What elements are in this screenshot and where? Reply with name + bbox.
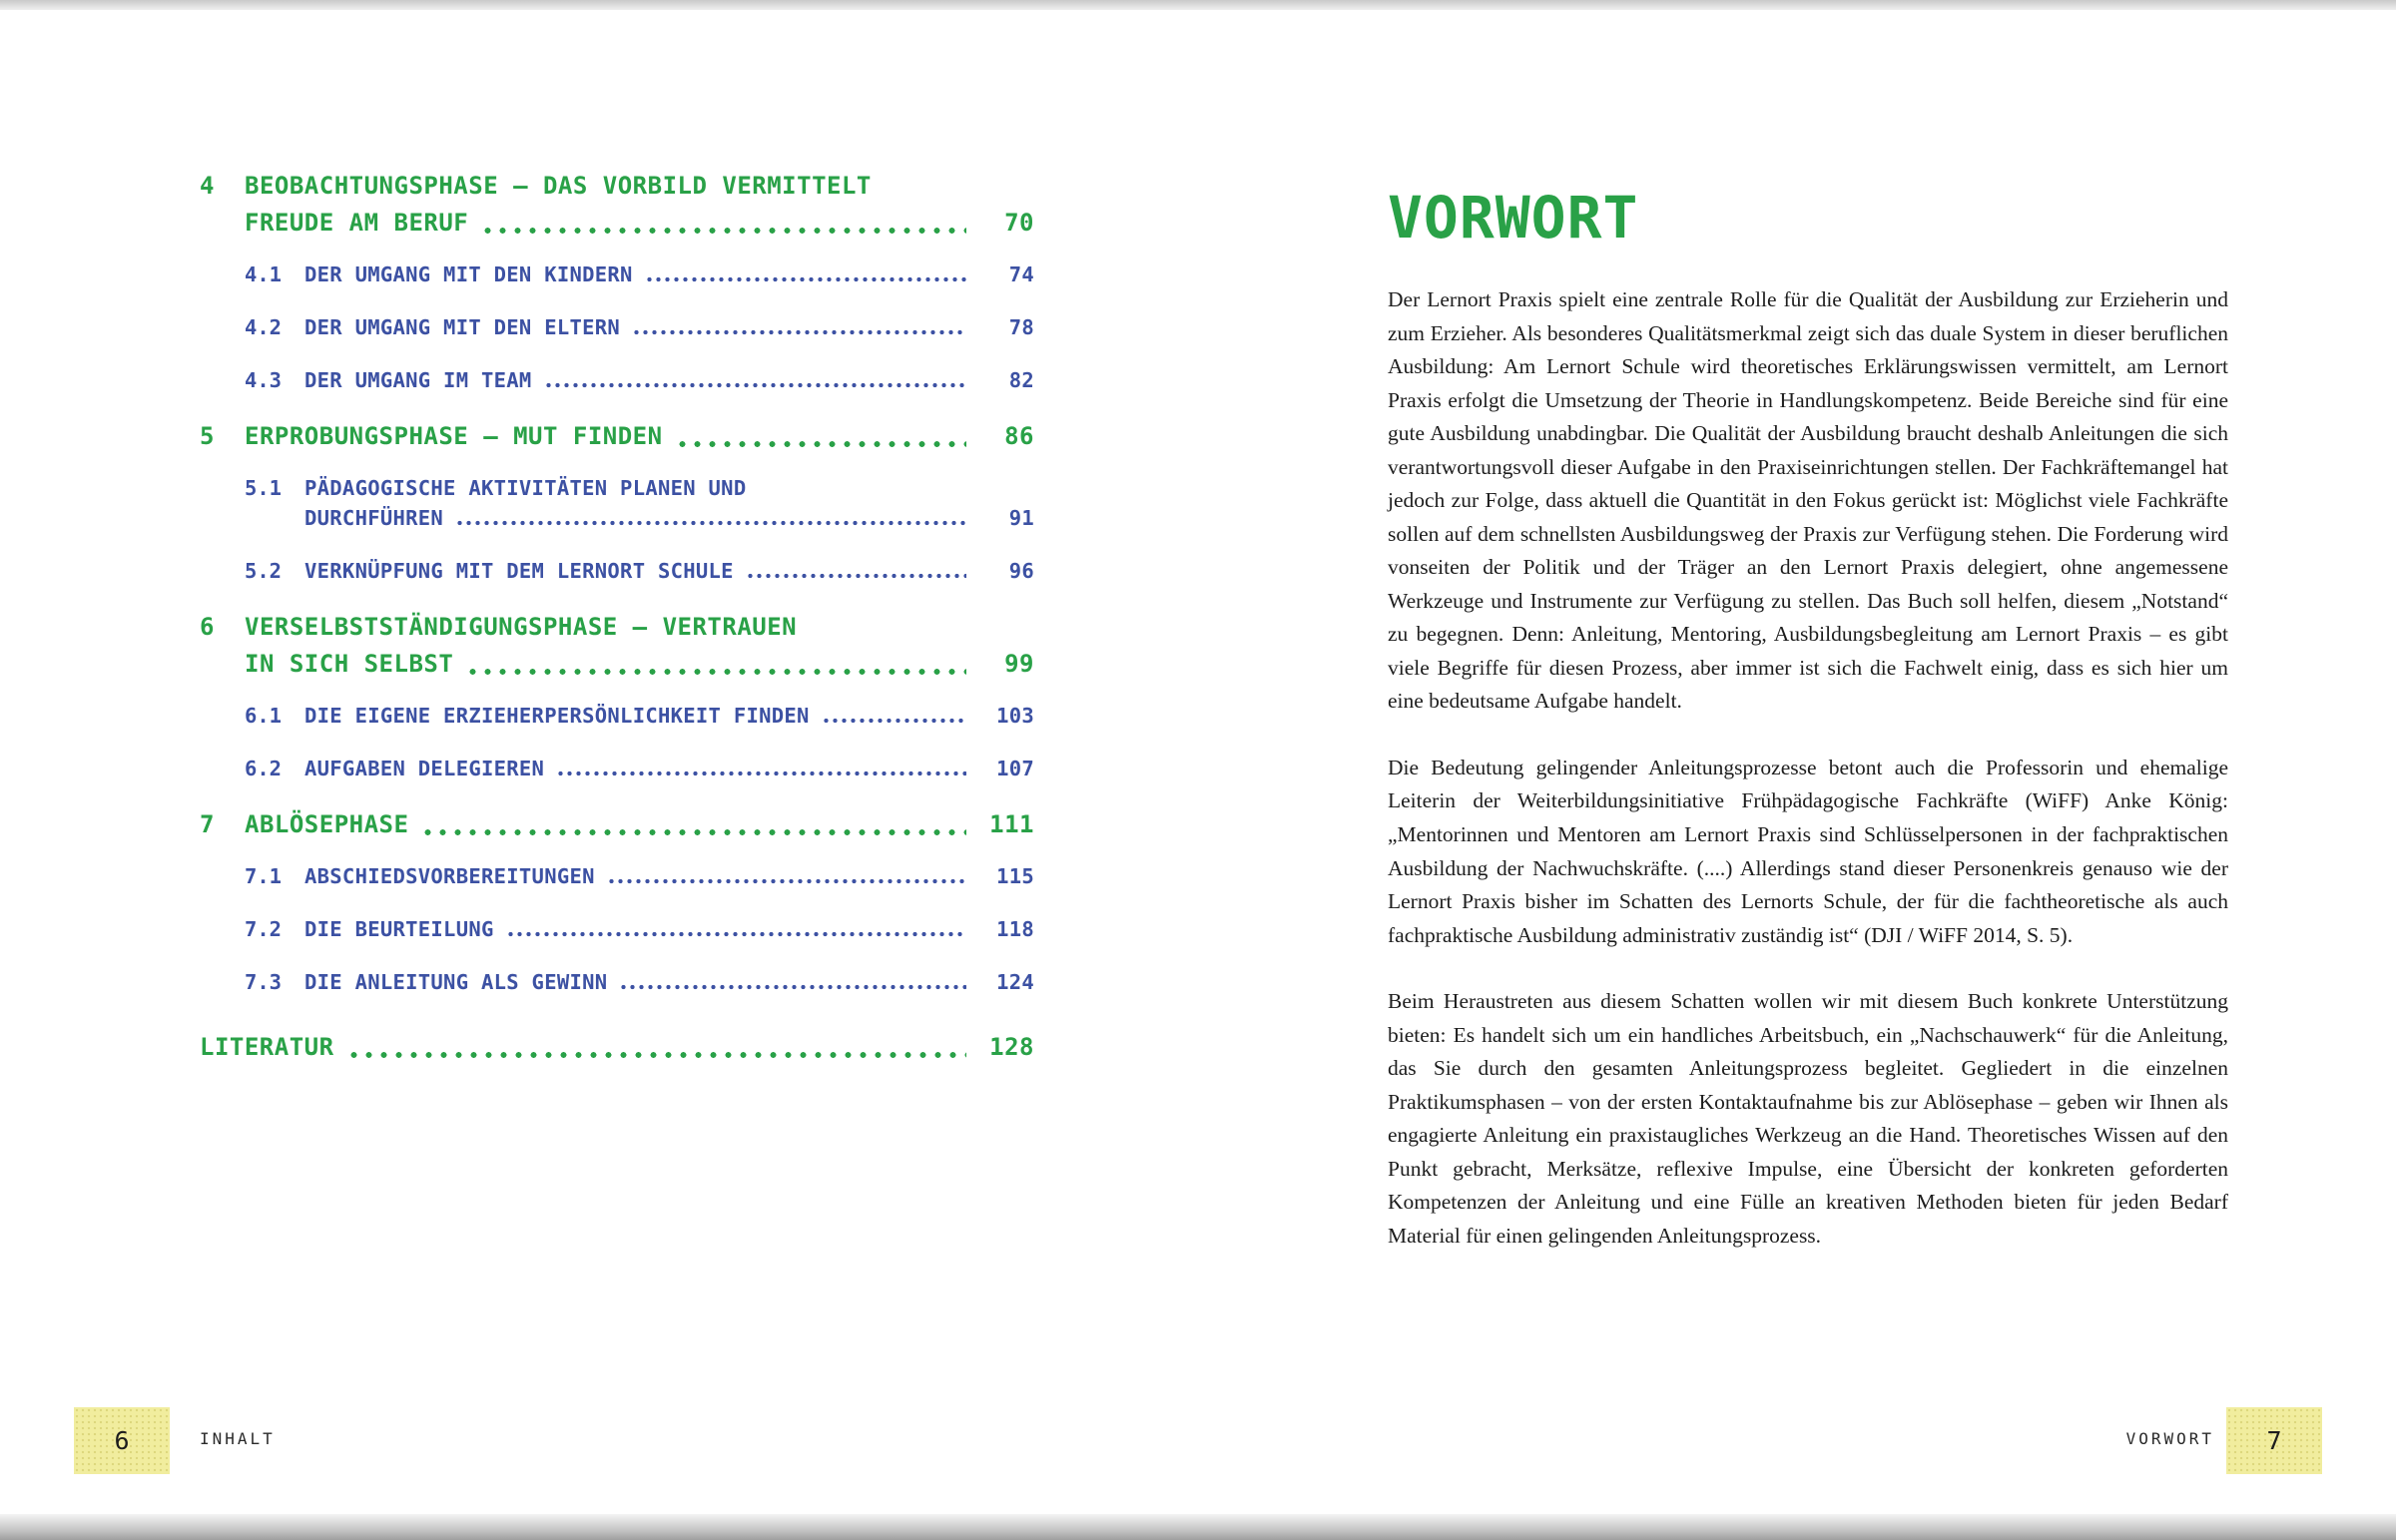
toc-page-ref: 115 <box>996 864 1034 888</box>
body-paragraph: Die Bedeutung gelingender Anleitungsprozesse betont auch die Professorin und ehemalige Leiterin der Weiterbildungsinitiative Frühpädagogische Fachkräfte (WiFF) Anke König: „Mentorinnen und Mentoren am Lernort Praxis sind Schlüsselpersonen in der fachpraktischen Ausbildung der Nachwuchskräfte. (....) Allerdings stand dieser Personenkreis genauso wie der Lernort Praxis bisher im Schatten des Lernorts Schule, der für die fachtheoretische als auch fachpraktische Ausbildung administrativ zuständig ist“ (DJI / WiFF 2014, S. 5). <box>1388 755 2228 947</box>
dotted-leader <box>346 1051 966 1059</box>
running-footer-left: INHALT <box>200 1429 276 1448</box>
toc-page-ref: 107 <box>996 757 1034 780</box>
body-paragraph: Beim Heraustreten aus diesem Schatten wollen wir mit diesem Buch konkrete Unterstützung bieten: Es handelt sich um ein handliches Arbeitsbuch, ein „Nachschauwerk“ für die Anleitung, das Sie durch den gesamten Anleitungsprozess begleitet. Gegliedert in die einzelnen Praktikumsphasen – von der ersten Kontaktaufnahme bis zur Ablösephase – geben wir Ihnen als engagierte Anleitung ein praxistaugliches Werkzeug an die Hand. Theoretisches Wissen auf den Punkt gebracht, Merksätze, reflexive Impulse, eine Übersicht der konkreten geforderten Kompetenzen der Anleitung und eine Fülle an kreativen Methoden bieten für jeden Bedarf Material für einen gelingenden Anleitungsprozess. <box>1388 989 2228 1248</box>
toc-entry-title: DIE ANLEITUNG ALS GEWINN <box>304 970 608 994</box>
toc-entry-title: DIE BEURTEILUNG <box>304 917 494 941</box>
toc-entry-title: DER UMGANG IM TEAM <box>304 368 532 392</box>
toc-entry-number: 7 <box>200 810 215 838</box>
toc-chapter-4: 4 BEOBACHTUNGSPHASE – DAS VORBILD VERMITTELT FREUDE AM BERUF 70 <box>200 168 1034 242</box>
toc-item-7.3 <box>245 967 1034 997</box>
scan-edge-top <box>0 0 2396 10</box>
toc-entry-number: 6.1 <box>245 704 283 728</box>
toc-entry-number: 6 <box>200 613 215 641</box>
page-number: 7 <box>2266 1426 2282 1455</box>
body-paragraph: Der Lernort Praxis spielt eine zentrale Rolle für die Qualität der Ausbildung zur Erzieherin und zum Erzieher. Als besonderes Qualitätsmerkmal zeigt sich das duale System in dieser beruflichen Ausbildung: Am Lernort Schule wird theoretisches Erklärungswissen vermittelt, am Lernort Praxis erfolgt die Umsetzung der Theorie in Handlungskompetenz. Beide Bereiche sind für eine gute Ausbildung unabdingbar. Die Qualität der Ausbildung braucht deshalb Anleitungen die sich verantwortungsvoll dieser Aufgabe in den Praxiseinrichtungen stellen. Der Fachkräftemangel hat jedoch zur Folge, dass aktuell die Quantität in den Fokus gerückt ist: Möglichst viele Fachkräfte sollen auf dem schnellsten Ausbildungsweg der Praxis zur Verfügung stehen. Die Forderung wird vonseiten der Politik und der Träger an den Lernort Praxis delegiert, ohne angemessene Werkzeuge und Instrumente zur Verfügung zu stellen. Das Buch soll helfen, diesem „Notstand“ zu begegnen. Denn: Anleitung, Mentoring, Ausbildungsbegleitung am Lernort Praxis – es gibt viele Begriffe für diesen Prozess, aber immer ist sich die Fachwelt einig, dass es sich hier um eine bedeutsame Aufgabe handelt. <box>1388 287 2228 714</box>
toc-entry-number: 4.2 <box>245 315 283 339</box>
dotted-leader <box>544 381 966 389</box>
dotted-leader <box>675 440 966 448</box>
toc-section <box>200 168 1034 395</box>
toc-page-ref: 82 <box>1008 368 1034 392</box>
page-number: 6 <box>114 1426 130 1455</box>
toc-entry-number: 7.1 <box>245 864 283 888</box>
toc-item-5.1: 5.1 PÄDAGOGISCHE AKTIVITÄTEN PLANEN UND DURCHFÜHREN 91 <box>245 473 1034 533</box>
toc-entry-title: DER UMGANG MIT DEN ELTERN <box>304 315 621 339</box>
toc-item-6.2 <box>245 754 1034 783</box>
toc-entry-number: 4 <box>200 172 215 200</box>
page-number-tab-left <box>74 1407 170 1474</box>
page-title: VORWORT <box>1388 183 1639 252</box>
toc-item-7.2 <box>245 914 1034 944</box>
toc-entry-number: 5 <box>200 422 215 450</box>
page-number-tab-right <box>2226 1407 2322 1474</box>
toc-entry-title: ERPROBUNGSPHASE – MUT FINDEN <box>245 422 663 450</box>
toc-entry-number: 4.3 <box>245 368 283 392</box>
dotted-leader <box>420 828 966 836</box>
dotted-leader <box>822 717 966 725</box>
running-footer-right: VORWORT <box>2125 1429 2214 1448</box>
toc-page-ref: 124 <box>996 970 1034 994</box>
toc-page-ref: 91 <box>1008 506 1034 530</box>
toc-chapter-7 <box>200 806 1034 843</box>
toc-entry-title: FREUDE AM BERUF <box>245 209 469 237</box>
toc-page-ref: 103 <box>996 704 1034 728</box>
toc-item-5.2 <box>245 556 1034 586</box>
table-of-contents <box>200 168 1034 1066</box>
dotted-leader <box>480 227 966 235</box>
dotted-leader <box>506 930 966 938</box>
dotted-leader <box>556 770 966 777</box>
toc-entry-title: LITERATUR <box>200 1033 334 1061</box>
dotted-leader <box>645 275 966 283</box>
toc-entry-number: 5.1 <box>245 476 283 500</box>
toc-entry-number: 7.2 <box>245 917 283 941</box>
toc-item-7.1 <box>245 861 1034 891</box>
dotted-leader <box>746 572 966 580</box>
toc-page-ref: 128 <box>989 1033 1034 1061</box>
toc-entry-title: AUFGABEN DELEGIEREN <box>304 757 545 780</box>
toc-entry-title: VERKNÜPFUNG MIT DEM LERNORT SCHULE <box>304 559 734 583</box>
toc-entry-title: ABSCHIEDSVORBEREITUNGEN <box>304 864 595 888</box>
scan-edge-bottom <box>0 1514 2396 1540</box>
dotted-leader <box>619 983 966 991</box>
toc-page-ref: 74 <box>1008 262 1034 286</box>
foreword-body <box>1388 283 2228 1285</box>
toc-page-ref: 78 <box>1008 315 1034 339</box>
toc-section <box>200 609 1034 783</box>
toc-literatur <box>200 1029 1034 1066</box>
toc-page-ref: 111 <box>989 810 1034 838</box>
toc-entry-number: 7.3 <box>245 970 283 994</box>
toc-entry-title: DER UMGANG MIT DEN KINDERN <box>304 262 633 286</box>
toc-page-ref: 99 <box>1004 650 1034 678</box>
toc-entry-number: 4.1 <box>245 262 283 286</box>
toc-entry-title: DURCHFÜHREN <box>304 506 444 530</box>
toc-entry-number: 6.2 <box>245 757 283 780</box>
toc-item-6.1 <box>245 701 1034 731</box>
dotted-leader <box>465 668 966 676</box>
toc-page-ref: 70 <box>1004 209 1034 237</box>
toc-section <box>200 418 1034 586</box>
dotted-leader <box>455 519 966 527</box>
toc-item-4.1 <box>245 259 1034 289</box>
dotted-leader <box>607 877 966 885</box>
toc-page-ref: 96 <box>1008 559 1034 583</box>
toc-entry-title: IN SICH SELBST <box>245 650 454 678</box>
toc-entry-title: ABLÖSEPHASE <box>245 810 409 838</box>
dotted-leader <box>632 328 966 336</box>
toc-chapter-6: 6 VERSELBSTSTÄNDIGUNGSPHASE – VERTRAUEN IN SICH SELBST 99 <box>200 609 1034 683</box>
toc-item-4.2 <box>245 312 1034 342</box>
toc-section <box>200 806 1034 997</box>
toc-page-ref: 118 <box>996 917 1034 941</box>
toc-page-ref: 86 <box>1004 422 1034 450</box>
toc-chapter-5 <box>200 418 1034 455</box>
toc-entry-title: DIE EIGENE ERZIEHERPERSÖNLICHKEIT FINDEN <box>304 704 810 728</box>
toc-entry-number: 5.2 <box>245 559 283 583</box>
toc-item-4.3 <box>245 365 1034 395</box>
